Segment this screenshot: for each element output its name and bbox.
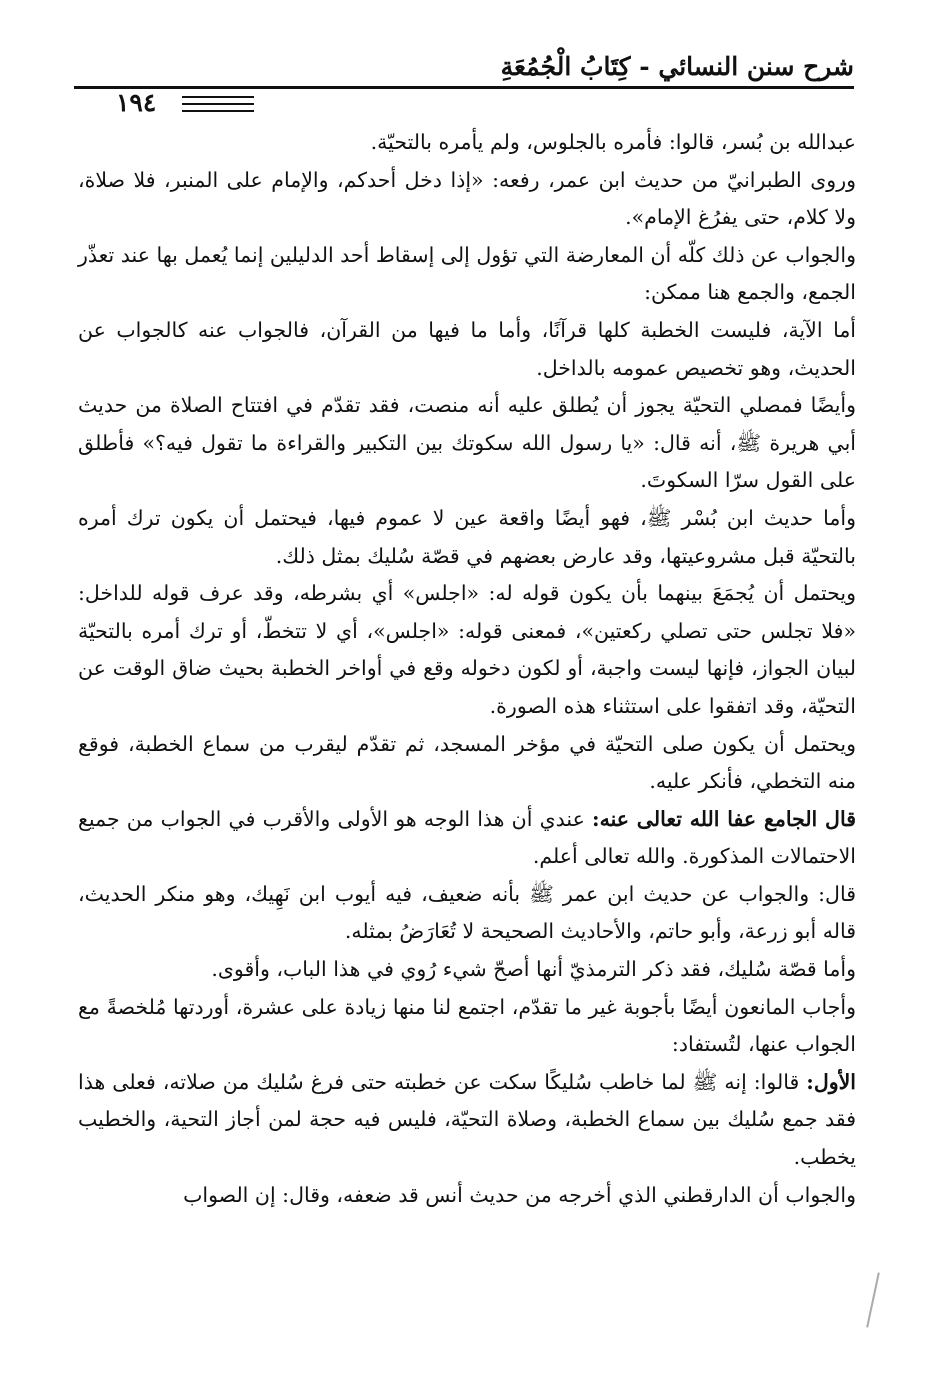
page-number-rule-bottom — [182, 110, 254, 112]
page-header — [74, 52, 854, 117]
body-text — [78, 124, 856, 1214]
paragraph: قال: والجواب عن حديث ابن عمر ﷺ بأنه ضعيف، فيه أيوب ابن نَهِيك، وهو منكر الحديث، قاله أبو زرعة، وأبو حاتم، والأحاديث الصحيحة لا تُعَارَضُ بمثله. — [78, 881, 856, 944]
paragraph: ويحتمل أن يكون صلى التحيّة في مؤخر المسجد، ثم تقدّم ليقرب من سماع الخطبة، فوقع منه التخطي، فأنكر عليه. — [78, 731, 856, 794]
page-number-rule-top — [182, 96, 254, 98]
margin-pen-mark — [866, 1272, 880, 1327]
paragraph-lead: الأول: — [806, 1069, 856, 1094]
paragraph: وأما حديث ابن بُسْر ﷺ، فهو أيضًا واقعة عين لا عموم فيها، فيحتمل أن يكون ترك أمره بالتحيّة قبل مشروعيتها، وقد عارض بعضهم في قصّة سُليك بمثل ذلك. — [78, 505, 856, 568]
paragraph-lead: قال الجامع عفا الله تعالى عنه: — [592, 806, 856, 831]
paragraph: وروى الطبرانيّ من حديث ابن عمر، رفعه: «إذا دخل أحدكم، والإمام على المنبر، فلا صلاة، ولا كلام، حتى يفرُغ الإمام». — [78, 167, 856, 230]
paragraph-first-answer: الأول: قالوا: إنه ﷺ لما خاطب سُليكًا سكت عن خطبته حتى فرغ سُليك من صلاته، فعلى هذا فقد جمع سُليك بين سماع الخطبة، وصلاة التحيّة، فليس فيه حجة لمن أجاز التحية، والخطيب يخطب. — [78, 1069, 856, 1170]
paragraph-author-note: قال الجامع عفا الله تعالى عنه: عندي أن هذا الوجه هو الأولى والأقرب في الجواب من جميع الاحتمالات المذكورة. والله تعالى أعلم. — [78, 806, 856, 869]
paragraph: وأما قصّة سُليك، فقد ذكر الترمذيّ أنها أصحّ شيء رُوي في هذا الباب، وأقوى. — [211, 957, 856, 982]
paragraph: والجواب أن الدارقطني الذي أخرجه من حديث أنس قد ضعفه، وقال: إن الصواب — [183, 1182, 856, 1207]
paragraph: ويحتمل أن يُجمَعَ بينهما بأن يكون قوله له: «اجلس» أي بشرطه، وقد عرف قوله للداخل: «فلا تجلس حتى تصلي ركعتين»، فمعنى قوله: «اجلس»، أي لا تتخطّ، أو ترك أمره بالتحيّة لبيان الجواز، فإنها ليست واجبة، أو لكون دخوله وقع في أواخر الخطبة بحيث ضاق الوقت عن التحيّة، وقد اتفقوا على استثناء هذه الصورة. — [78, 581, 856, 718]
paragraph: وأيضًا فمصلي التحيّة يجوز أن يُطلق عليه أنه منصت، فقد تقدّم في افتتاح الصلاة من حديث أبي هريرة ﷺ، أنه قال: «يا رسول الله سكوتك بين التكبير والقراءة ما تقول فيه؟» فأطلق على القول سرّا السكوتَ. — [78, 393, 856, 493]
paragraph: عبدالله بن بُسر، قالوا: فأمره بالجلوس، ولم يأمره بالتحيّة. — [370, 130, 856, 154]
page-number: ١٩٤ — [116, 88, 157, 117]
header-rule — [74, 86, 854, 89]
page-number-rule-middle — [182, 103, 254, 105]
paragraph: أما الآية، فليست الخطبة كلها قرآنًا، وأما ما فيها من القرآن، فالجواب عنه كالجواب عن الحديث، وهو تخصيص عمومه بالداخل. — [78, 317, 856, 380]
page-number-area — [74, 90, 274, 116]
running-title: شرح سنن النسائي - كِتَابُ الْجُمُعَةِ — [500, 52, 854, 81]
paragraph: والجواب عن ذلك كلّه أن المعارضة التي تؤول إلى إسقاط أحد الدليلين إنما يُعمل بها عند تعذّر الجمع، والجمع هنا ممكن: — [78, 242, 856, 305]
paragraph: وأجاب المانعون أيضًا بأجوبة غير ما تقدّم، اجتمع لنا منها زيادة على عشرة، أوردتها مُلخصةً مع الجواب عنها، لتُستفاد: — [78, 994, 856, 1057]
